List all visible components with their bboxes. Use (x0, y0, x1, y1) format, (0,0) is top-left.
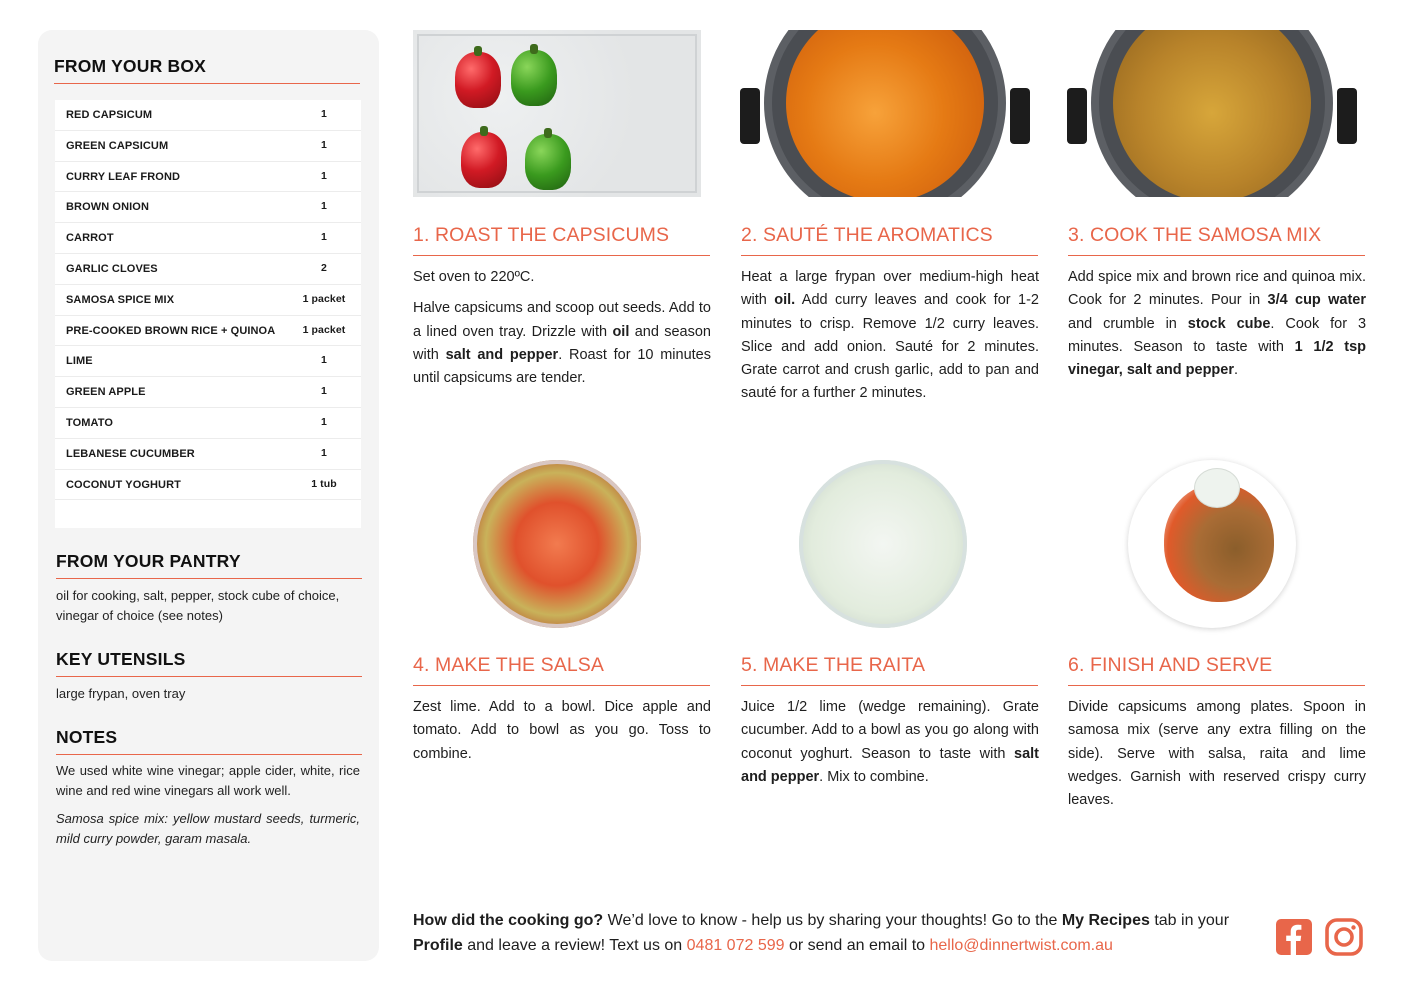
step-5-title: 5. MAKE THE RAITA (741, 654, 1038, 686)
roasting-capsicums-photo (413, 30, 701, 197)
ingredient-row (55, 285, 361, 316)
sidebar (38, 30, 379, 961)
ingredient-qty: 1 packet (302, 323, 346, 336)
raita-bowl-photo (799, 460, 967, 628)
step-6-title: 6. FINISH AND SERVE (1068, 654, 1365, 686)
ingredient-qty: 1 (321, 138, 327, 151)
samosa-mix-photo (1067, 30, 1357, 197)
ingredient-name: BROWN ONION (66, 201, 149, 214)
ingredient-qty: 1 (321, 415, 327, 428)
ingredient-row (55, 192, 361, 223)
step-6-body: Divide capsicums among plates. Spoon in samosa mix (serve any extra filling on the side). Serve with salsa, raita and lime wedges. Garnish with reserved crispy curry leaves. (1068, 699, 1366, 809)
ingredient-qty: 1 (321, 231, 327, 244)
ingredient-qty: 1 (321, 169, 327, 182)
facebook-icon[interactable] (1275, 918, 1313, 956)
sauteed-aromatics-photo (740, 30, 1030, 197)
ingredient-row (55, 131, 361, 162)
ingredient-qty: 1 (321, 385, 327, 398)
utensils-text: large frypan, oven tray (56, 686, 186, 701)
notes-text: We used white wine vinegar; apple cider, white, rice wine and red wine vinegars all work well. (56, 763, 360, 798)
step-1-oven: Set oven to 220ºC. (413, 269, 535, 285)
salsa-bowl-photo (473, 460, 641, 628)
ingredient-row (55, 316, 361, 347)
ingredient-row (55, 162, 361, 193)
email-link[interactable]: hello@dinnertwist.com.au (929, 937, 1113, 954)
step-5-body: Juice 1/2 lime (wedge remaining). Grate cucumber. Add to a bowl as you go along with coconut yoghurt. Season to taste with salt and pepper. Mix to combine. (741, 699, 1039, 785)
phone-link[interactable]: 0481 072 599 (686, 937, 785, 954)
ingredient-row (55, 439, 361, 470)
ingredient-row (55, 377, 361, 408)
ingredient-qty: 1 (321, 354, 327, 367)
step-4-title: 4. MAKE THE SALSA (413, 654, 710, 686)
key-utensils-heading: KEY UTENSILS (56, 649, 362, 677)
feedback-footer: How did the cooking go? We’d love to know - help us by sharing your thoughts! Go to the My Recipes tab in your Profile and leave a review! Text us on 0481 072 599 or send an email to hello@dinnertwist.com.au (413, 912, 1230, 954)
ingredient-name: TOMATO (66, 416, 114, 429)
ingredient-qty: 1 (321, 108, 327, 120)
ingredient-row (55, 470, 361, 501)
step-3-title: 3. COOK THE SAMOSA MIX (1068, 224, 1365, 256)
ingredient-name: PRE-COOKED BROWN RICE + QUINOA (66, 324, 276, 337)
instagram-icon[interactable] (1325, 918, 1363, 956)
from-your-box-heading: FROM YOUR BOX (54, 56, 360, 84)
ingredient-row (55, 100, 361, 131)
from-your-pantry-heading: FROM YOUR PANTRY (56, 551, 362, 579)
ingredient-row (55, 346, 361, 377)
ingredient-name: CURRY LEAF FROND (66, 170, 181, 183)
ingredient-qty: 1 tub (311, 477, 337, 490)
ingredient-name: LEBANESE CUCUMBER (66, 447, 195, 460)
ingredient-name: GREEN CAPSICUM (66, 139, 169, 152)
ingredient-qty: 1 (321, 200, 327, 213)
step-3-body: Add spice mix and brown rice and quinoa mix. Cook for 2 minutes. Pour in 3/4 cup water and crumble in stock cube. Cook for 3 minutes. Season to taste with 1 1/2 tsp vinegar, salt and pepper. (1068, 269, 1367, 379)
step-2-body: Heat a large frypan over medium-high heat with oil. Add curry leaves and cook for 1-2 minutes to crisp. Remove 1/2 curry leaves. Slice and add onion. Sauté for 2 minutes. Grate carrot and crush garlic, add to pan and sauté for a further 2 minutes. (741, 269, 1039, 402)
ingredient-name: LIME (66, 355, 93, 368)
step-1-body (413, 266, 711, 390)
ingredient-row (55, 223, 361, 254)
ingredients-table (55, 100, 361, 528)
ingredient-name: SAMOSA SPICE MIX (66, 293, 175, 306)
ingredient-qty: 1 packet (302, 292, 346, 305)
notes-spice-mix: Samosa spice mix: yellow mustard seeds, turmeric, mild curry powder, garam masala. (56, 811, 360, 846)
served-plate-photo (1128, 460, 1296, 628)
ingredient-qty: 1 (321, 446, 327, 459)
ingredient-name: GREEN APPLE (66, 386, 146, 399)
ingredient-row (55, 254, 361, 285)
ingredient-qty: 2 (321, 261, 327, 274)
step-1-title: 1. ROAST THE CAPSICUMS (413, 224, 710, 256)
ingredient-name: GARLIC CLOVES (66, 262, 158, 275)
ingredient-name: CARROT (66, 232, 114, 245)
ingredient-row (55, 408, 361, 439)
ingredient-name: COCONUT YOGHURT (66, 478, 181, 491)
notes-heading: NOTES (56, 727, 362, 755)
step-2-title: 2. SAUTÉ THE AROMATICS (741, 224, 1038, 256)
step-1-method: Halve capsicums and scoop out seeds. Add to a lined oven tray. Drizzle with oil and season with salt and pepper. Roast for 10 minutes until capsicums are tender. (413, 300, 711, 387)
step-4-body: Zest lime. Add to a bowl. Dice apple and tomato. Add to bowl as you go. Toss to combine. (413, 699, 711, 762)
ingredient-name: RED CAPSICUM (66, 109, 153, 121)
pantry-text: oil for cooking, salt, pepper, stock cube of choice, vinegar of choice (see notes) (56, 588, 340, 623)
